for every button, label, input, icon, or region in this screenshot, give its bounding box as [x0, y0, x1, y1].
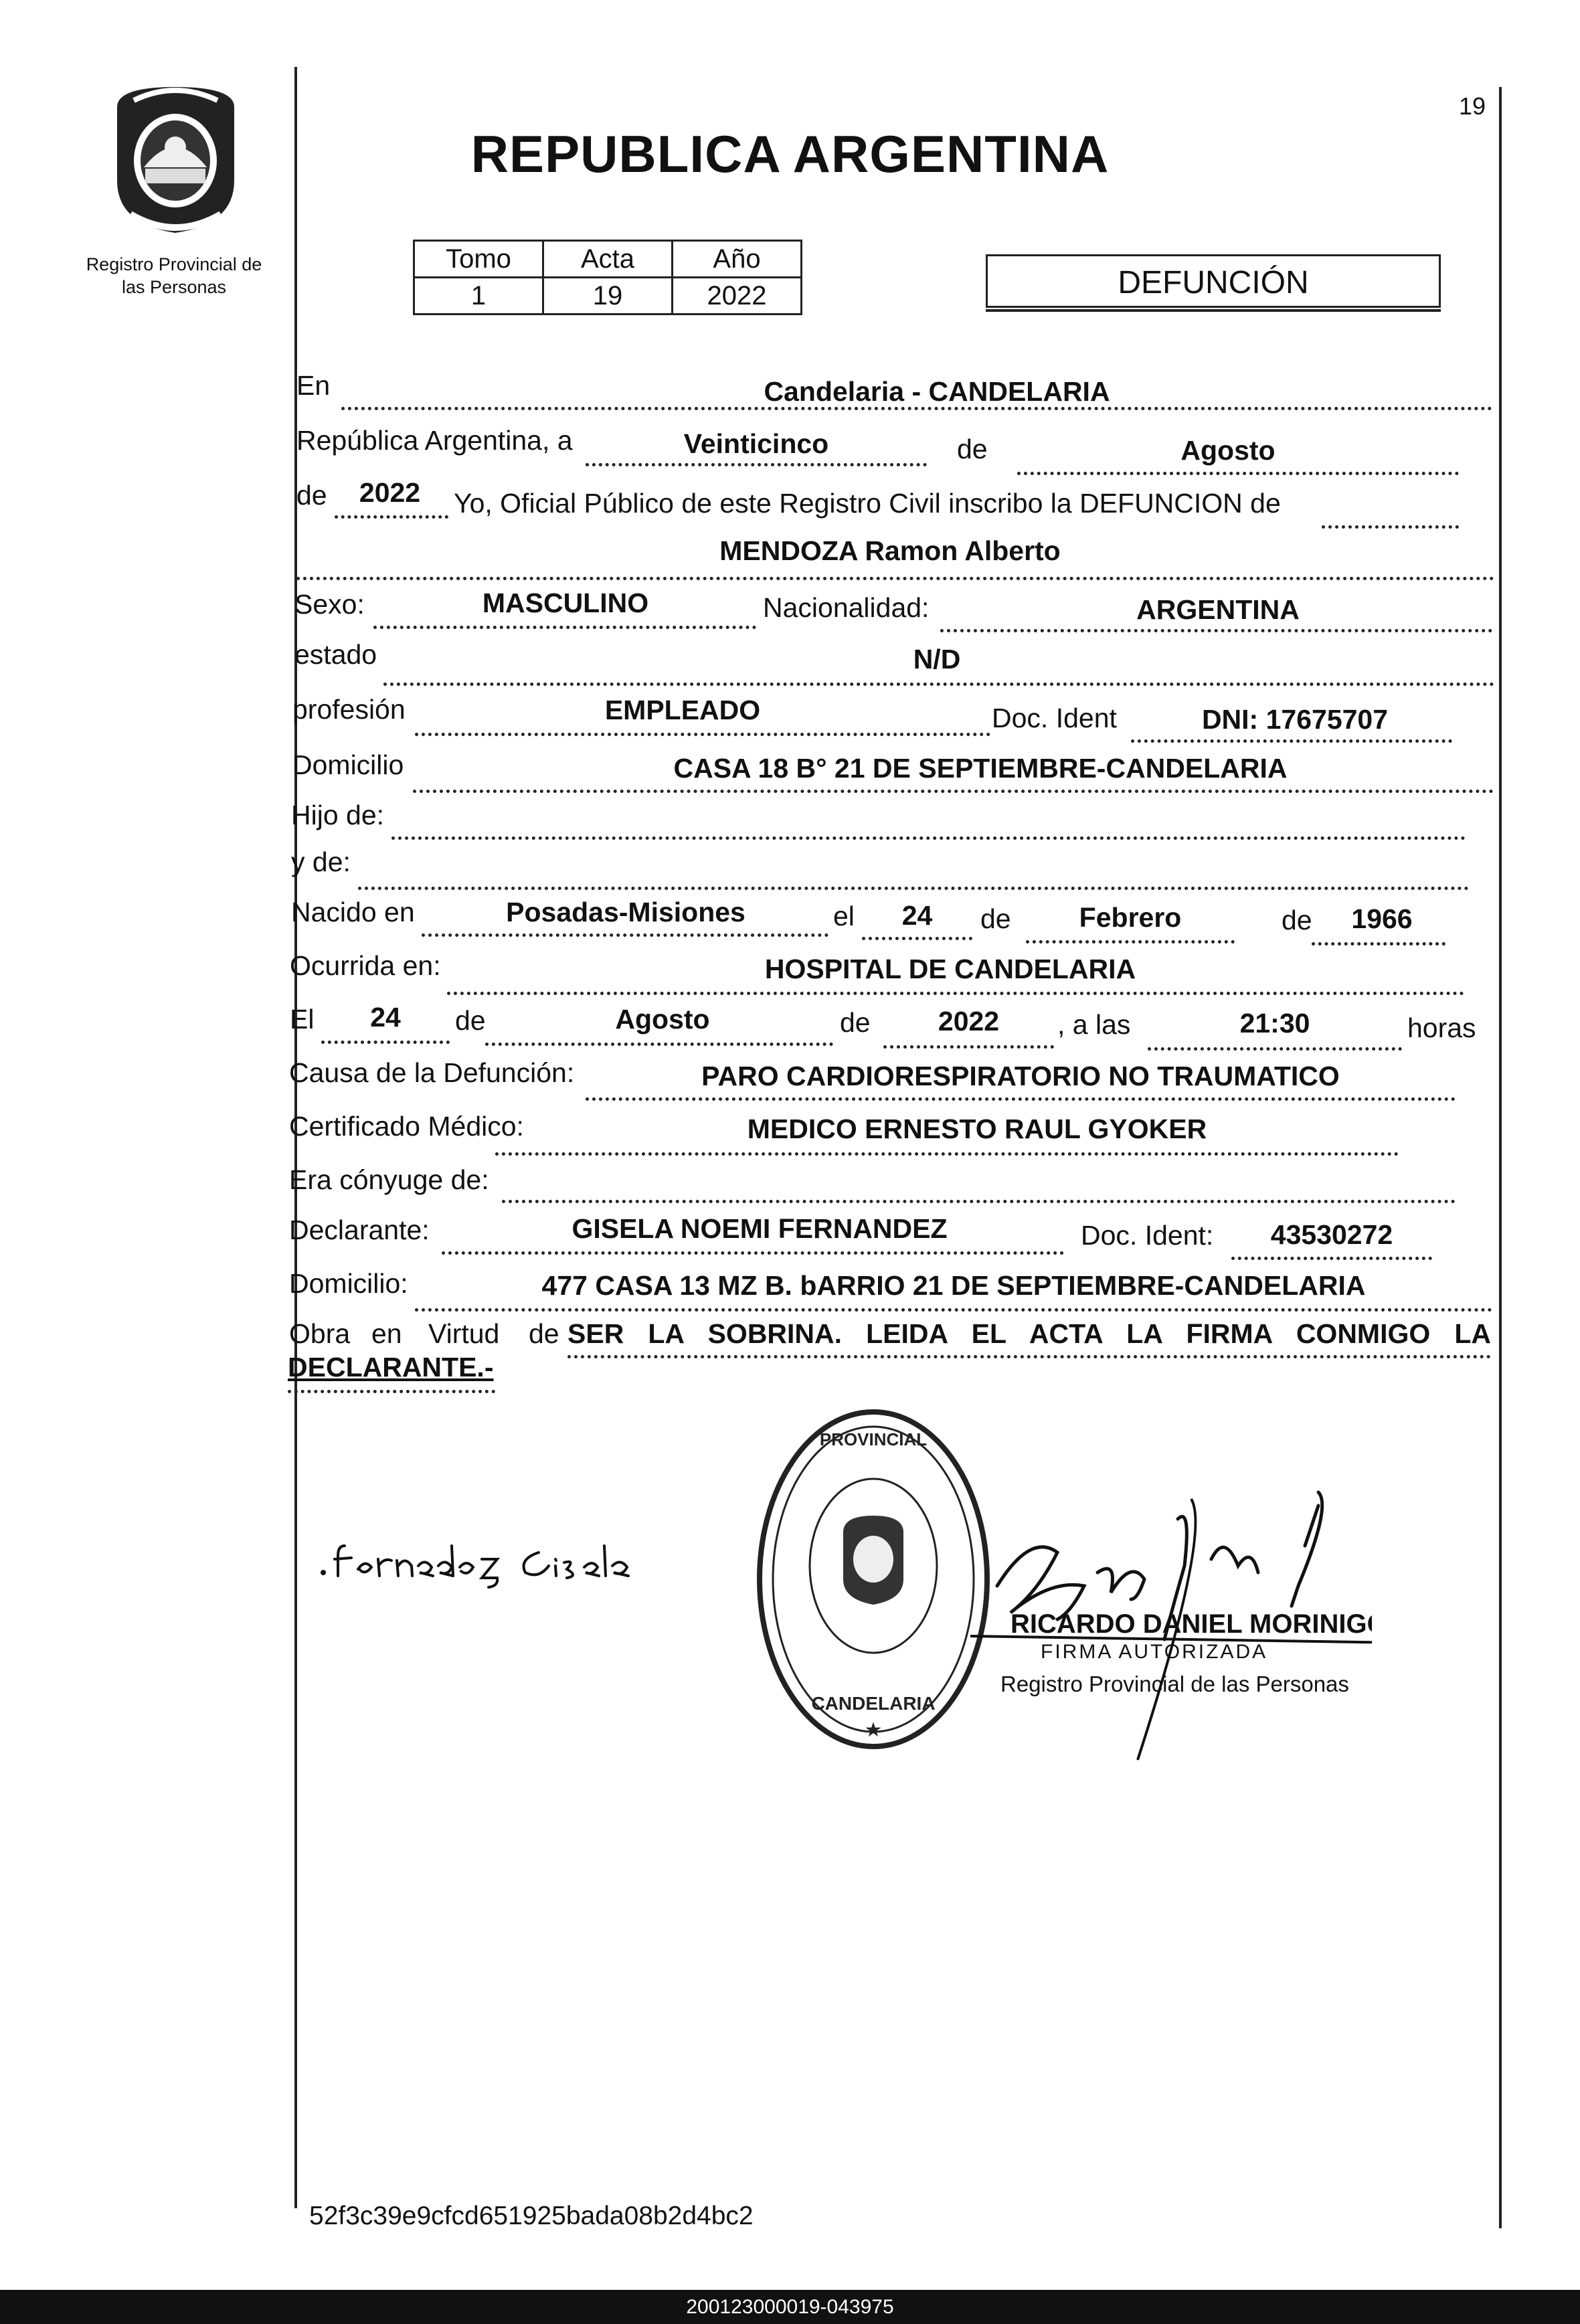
- anio-value: 2022: [673, 278, 802, 315]
- obra-text-2: DECLARANTE.-: [288, 1352, 494, 1382]
- de-label-3: de: [980, 903, 1011, 934]
- nacionalidad-label: Nacionalidad:: [763, 592, 930, 623]
- conyuge-label: Era cónyuge de:: [289, 1164, 489, 1195]
- tomo-header: Tomo: [414, 241, 543, 278]
- decl-domicilio-label: Domicilio:: [289, 1268, 408, 1299]
- nacionalidad-value: ARGENTINA: [1136, 594, 1300, 625]
- ocurrida-label: Ocurrida en:: [290, 950, 441, 981]
- conyuge-dotline: [502, 1200, 1456, 1203]
- nacido-mes-value: Febrero: [1079, 902, 1182, 933]
- decl-domicilio-value: 477 CASA 13 MZ B. bARRIO 21 DE SEPTIEMBRE-CANDELARIA: [541, 1270, 1366, 1301]
- republica-label: República Argentina, a: [296, 425, 573, 456]
- official-stamp: [753, 1405, 1000, 1753]
- doc-ident-dotline: [1131, 739, 1452, 743]
- alas-label: , a las: [1057, 1009, 1131, 1040]
- obra-label-3: Virtud: [428, 1318, 500, 1349]
- hijo-dotline: [391, 836, 1466, 840]
- muerte-anio-dotline: [883, 1045, 1054, 1049]
- domicilio-dotline: [413, 790, 1494, 793]
- de-label-1: de: [957, 434, 988, 464]
- month-value: Agosto: [1180, 435, 1276, 466]
- domicilio-label: Domicilio: [292, 749, 404, 780]
- muerte-anio-value: 2022: [938, 1006, 1000, 1037]
- year-value: 2022: [359, 477, 421, 508]
- page-title: REPUBLICA ARGENTINA: [470, 124, 1110, 183]
- record-table: [413, 240, 802, 315]
- doc-ident-label: Doc. Ident: [992, 703, 1117, 733]
- sexo-label: Sexo:: [294, 589, 365, 620]
- barcode-id-bar: 200123000019-043975: [0, 2290, 1580, 2324]
- doc-ident-value: DNI: 17675707: [1201, 704, 1389, 735]
- sexo-value: MASCULINO: [482, 588, 649, 618]
- obra-label-4: de: [529, 1318, 559, 1349]
- nacido-anio-dotline: [1312, 942, 1445, 946]
- en-value: Candelaria - CANDELARIA: [764, 376, 1110, 407]
- deceased-name: MENDOZA Ramon Alberto: [719, 535, 1061, 566]
- right-margin-line: [1499, 87, 1502, 2228]
- official-signature: [970, 1479, 1372, 1773]
- muerte-hora-value: 21:30: [1239, 1008, 1310, 1039]
- muerte-mes-value: Agosto: [615, 1004, 710, 1035]
- profesion-dotline: [415, 733, 990, 736]
- ocurrida-value: HOSPITAL DE CANDELARIA: [764, 954, 1136, 984]
- estado-label: estado: [294, 639, 377, 670]
- en-label: En: [296, 370, 331, 401]
- nacido-label: Nacido en: [291, 897, 415, 927]
- muerte-dia-value: 24: [370, 1002, 401, 1033]
- obra-text-1: SER LA SOBRINA. LEIDA EL ACTA LA FIRMA CONMIGO LA: [567, 1318, 1491, 1349]
- causa-value: PARO CARDIORESPIRATORIO NO TRAUMATICO: [701, 1061, 1340, 1091]
- svg-text:CANDELARIA: CANDELARIA: [811, 1693, 936, 1714]
- obra-label-2: en: [371, 1318, 402, 1349]
- muerte-dia-dotline: [321, 1041, 450, 1044]
- declarante-value: GISELA NOEMI FERNANDEZ: [572, 1213, 948, 1244]
- document-type-underline: [986, 309, 1441, 312]
- nacido-lugar-dotline: [422, 933, 828, 937]
- estado-dotline: [383, 683, 1494, 686]
- muerte-mes-dotline: [485, 1043, 833, 1046]
- name-dotline: [296, 577, 1494, 580]
- oficial-dotline: [1322, 525, 1459, 529]
- certificado-dotline: [495, 1152, 1399, 1156]
- official-name: RICARDO DANIEL MORINIGO: [1011, 1609, 1372, 1639]
- dia-dotline: [586, 463, 927, 466]
- official-role: FIRMA AUTORIZADA: [1041, 1641, 1268, 1663]
- anio-header: Año: [673, 241, 802, 278]
- declarante-label: Declarante:: [289, 1215, 430, 1245]
- nacido-dia-value: 24: [901, 900, 933, 931]
- estado-value: N/D: [913, 644, 961, 675]
- registry-caption: [67, 253, 281, 298]
- causa-dotline: [586, 1097, 1456, 1101]
- tomo-value: 1: [414, 278, 543, 315]
- el-label: el: [833, 901, 855, 931]
- oficial-text: Yo, Oficial Público de este Registro Civil inscribo la DEFUNCION de: [454, 488, 1281, 519]
- yde-dotline: [358, 887, 1469, 890]
- causa-label: Causa de la Defunción:: [289, 1057, 575, 1088]
- hijo-label: Hijo de:: [291, 800, 385, 830]
- de-label-5: de: [455, 1005, 486, 1036]
- profesion-label: profesión: [292, 694, 406, 725]
- document-type-box: DEFUNCIÓN: [986, 254, 1441, 308]
- registry-caption-line1: Registro Provincial de: [86, 254, 262, 274]
- declarante-doc-label: Doc. Ident:: [1081, 1220, 1214, 1251]
- yde-label: y de:: [291, 846, 351, 877]
- svg-text:PROVINCIAL: PROVINCIAL: [819, 1429, 928, 1449]
- de-label-4: de: [1282, 905, 1312, 935]
- nacido-anio-value: 1966: [1351, 903, 1413, 934]
- declarante-doc-value: 43530272: [1270, 1219, 1393, 1250]
- domicilio-value: CASA 18 B° 21 DE SEPTIEMBRE-CANDELARIA: [673, 753, 1288, 784]
- mes-dotline: [1017, 472, 1459, 475]
- obra-label-1: Obra: [289, 1318, 351, 1349]
- nacido-lugar-value: Posadas-Misiones: [506, 897, 745, 927]
- certificado-label: Certificado Médico:: [289, 1111, 524, 1142]
- registry-caption-line2: las Personas: [121, 277, 227, 297]
- day-words-value: Veinticinco: [683, 428, 829, 459]
- document-hash: 52f3c39e9cfcd651925bada08b2d4bc2: [309, 2202, 754, 2230]
- el-cap-label: El: [290, 1004, 315, 1035]
- declarante-dotline: [442, 1251, 1064, 1255]
- obra-dotline-1: [567, 1355, 1491, 1358]
- page-number: 19: [1459, 92, 1486, 120]
- de-label-6: de: [840, 1007, 871, 1038]
- declarant-signature: [318, 1519, 693, 1593]
- decl-domicilio-dotline: [415, 1308, 1492, 1312]
- profesion-value: EMPLEADO: [604, 695, 761, 725]
- declarante-doc-dotline: [1231, 1257, 1432, 1260]
- acta-value: 19: [543, 278, 673, 315]
- nacido-dia-dotline: [862, 937, 972, 940]
- sexo-dotline: [373, 626, 756, 629]
- horas-label: horas: [1407, 1012, 1476, 1043]
- record-table-header-row: [414, 241, 802, 278]
- svg-text:★: ★: [864, 1719, 883, 1741]
- de-label-2: de: [296, 480, 327, 511]
- muerte-hora-dotline: [1148, 1047, 1402, 1051]
- official-registry: Registro Provincial de las Personas: [1000, 1672, 1349, 1696]
- anio-dotline: [335, 515, 448, 519]
- ocurrida-dotline: [447, 992, 1464, 995]
- nacido-mes-dotline: [1026, 940, 1235, 944]
- obra-dotline-2: [288, 1390, 495, 1393]
- nacionalidad-dotline: [940, 629, 1492, 632]
- acta-header: Acta: [543, 241, 673, 278]
- record-table-value-row: [414, 278, 802, 315]
- certificado-value: MEDICO ERNESTO RAUL GYOKER: [747, 1113, 1207, 1144]
